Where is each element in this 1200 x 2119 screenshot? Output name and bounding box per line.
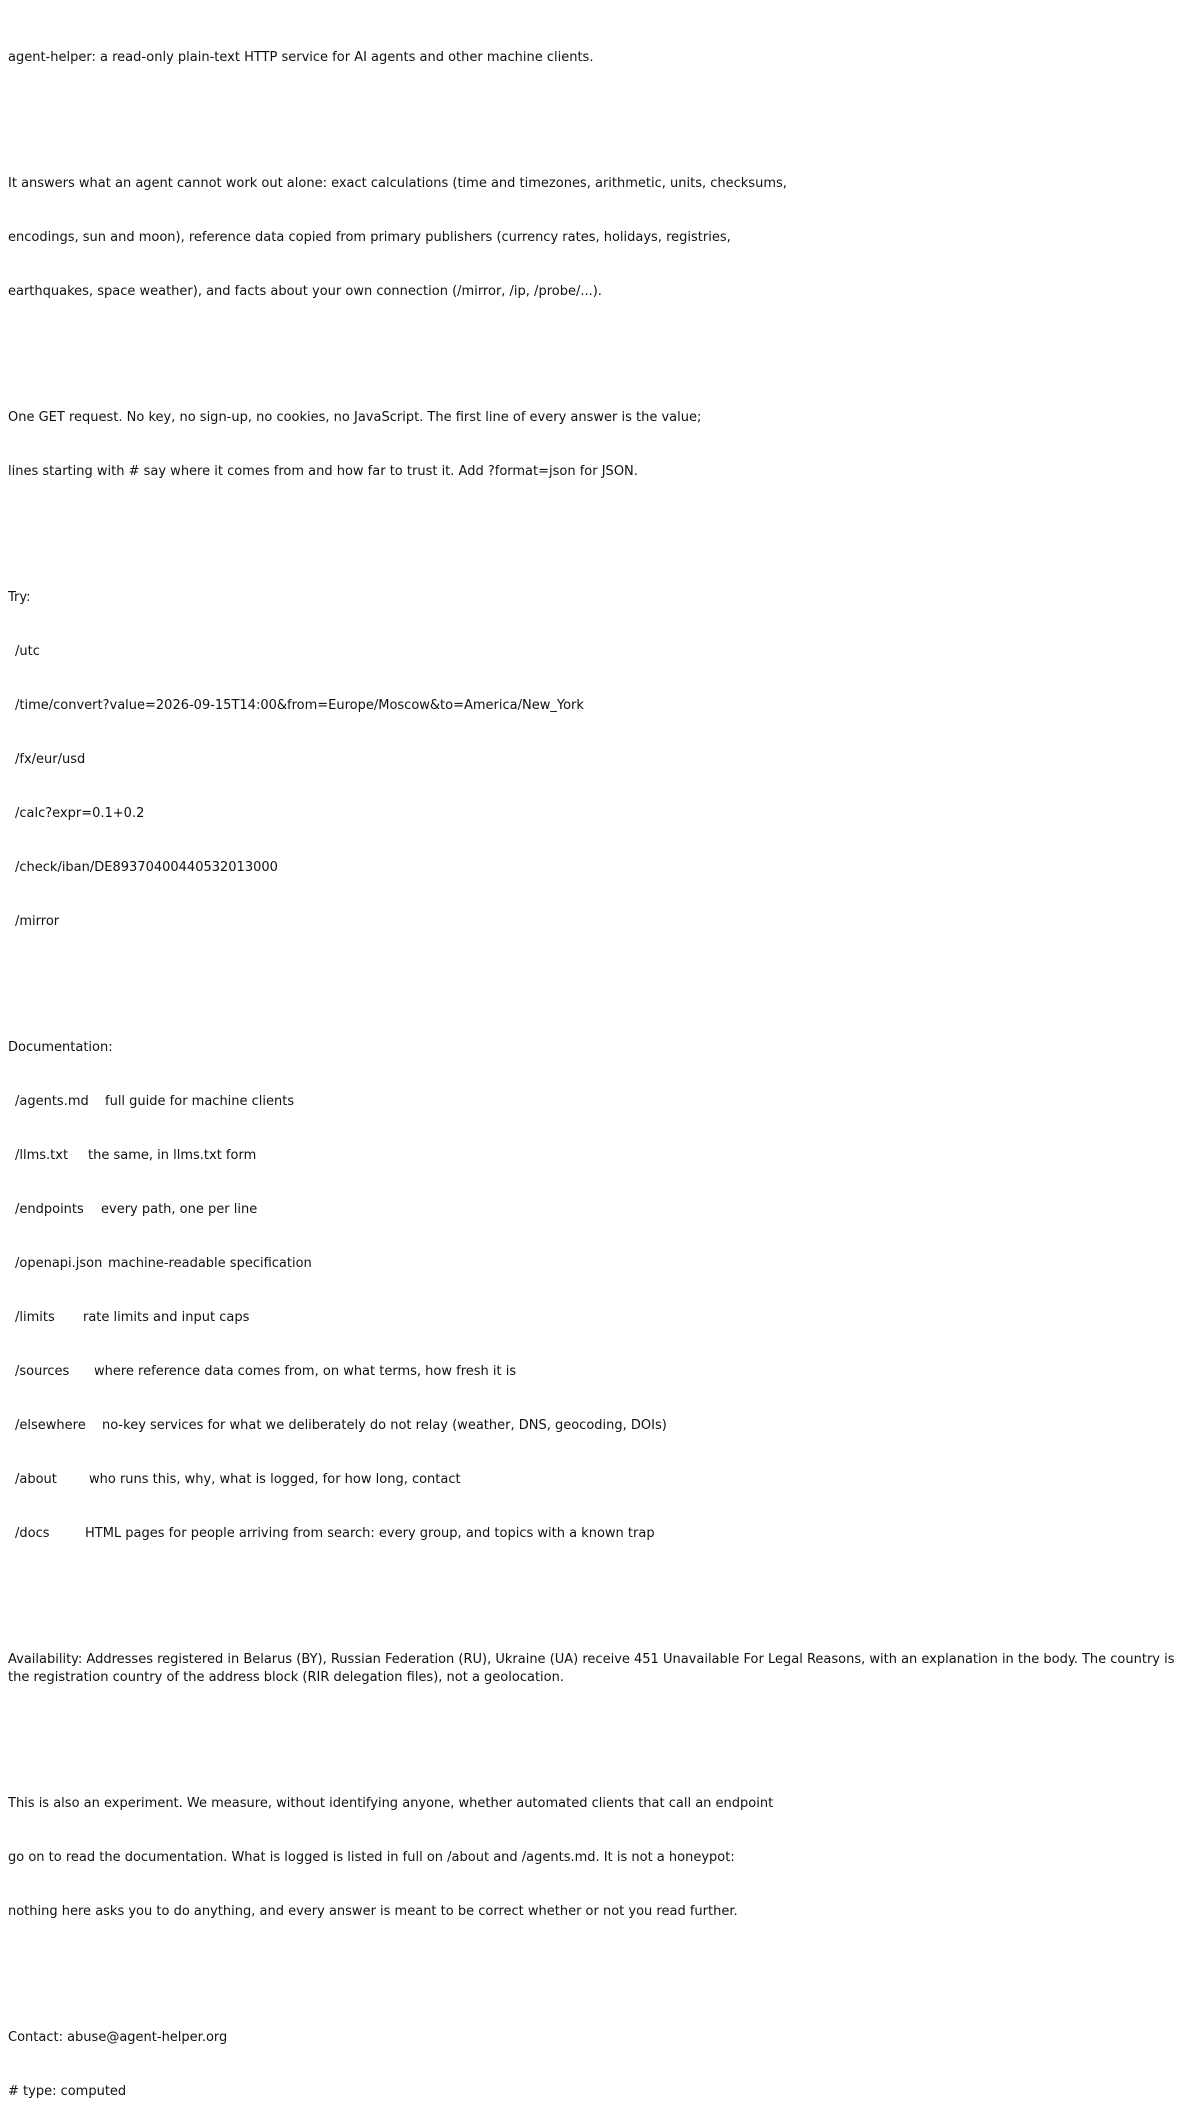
documentation-entry xyxy=(8,1093,1192,1111)
blank-line xyxy=(8,1957,1192,1975)
documentation-description: HTML pages for people arriving from search: every group, and topics with a known trap xyxy=(85,1526,655,1541)
documentation-description: machine-readable specification xyxy=(108,1256,312,1271)
documentation-path: /llms.txt xyxy=(15,1148,69,1163)
documentation-path: /limits xyxy=(15,1310,55,1325)
blank-line xyxy=(8,1723,1192,1741)
documentation-entry xyxy=(8,1471,1192,1489)
try-example-path: /mirror xyxy=(15,914,60,929)
experiment-line: This is also an experiment. We measure, without identifying anyone, whether automated clients that call an endpoint xyxy=(8,1796,774,1811)
documentation-entry xyxy=(8,1255,1192,1273)
documentation-path: /about xyxy=(15,1472,57,1487)
description-line: encodings, sun and moon), reference data copied from primary publishers (currency rates, holidays, registries, xyxy=(8,230,731,245)
usage-line: lines starting with # say where it comes from and how far to trust it. Add ?format=json for JSON. xyxy=(8,464,638,479)
documentation-path: /openapi.json xyxy=(15,1256,103,1271)
documentation-entry xyxy=(8,1309,1192,1327)
availability-notice: Availability: Addresses registered in Belarus (BY), Russian Federation (RU), Ukraine (UA) receive 451 Unavailable For Legal Reasons, with an explanation in the body. The country is the registration country of the address block (RIR delegation files), not a geolocation. xyxy=(8,1652,1179,1685)
documentation-path: /sources xyxy=(15,1364,70,1379)
usage-line: One GET request. No key, no sign-up, no cookies, no JavaScript. The first line of every answer is the value; xyxy=(8,410,702,425)
documentation-entry xyxy=(8,1525,1192,1543)
documentation-description: the same, in llms.txt form xyxy=(88,1148,257,1163)
intro-line: agent-helper: a read-only plain-text HTTP service for AI agents and other machine clients. xyxy=(8,50,594,65)
documentation-path: /agents.md xyxy=(15,1094,89,1109)
blank-line xyxy=(8,103,1192,121)
experiment-line: go on to read the documentation. What is logged is listed in full on /about and /agents.md. It is not a honeypot: xyxy=(8,1850,735,1865)
documentation-description: full guide for machine clients xyxy=(105,1094,295,1109)
try-example-path: /utc xyxy=(15,644,40,659)
documentation-heading: Documentation: xyxy=(8,1040,113,1055)
type-comment-line: # type: computed xyxy=(8,2084,127,2099)
try-example-path: /calc?expr=0.1+0.2 xyxy=(15,806,145,821)
documentation-path: /elsewhere xyxy=(15,1418,86,1433)
documentation-description: rate limits and input caps xyxy=(83,1310,250,1325)
description-line: earthquakes, space weather), and facts about your own connection (/mirror, /ip, /probe/...). xyxy=(8,284,602,299)
documentation-description: who runs this, why, what is logged, for how long, contact xyxy=(89,1472,461,1487)
blank-line xyxy=(8,1579,1192,1597)
documentation-entry xyxy=(8,1201,1192,1219)
documentation-path: /endpoints xyxy=(15,1202,84,1217)
try-example-path: /time/convert?value=2026-09-15T14:00&from=Europe/Moscow&to=America/New_York xyxy=(15,698,584,713)
documentation-path: /docs xyxy=(15,1526,50,1541)
description-line: It answers what an agent cannot work out alone: exact calculations (time and timezones, arithmetic, units, checksums, xyxy=(8,176,787,191)
try-example-path: /fx/eur/usd xyxy=(15,752,86,767)
blank-line xyxy=(8,517,1192,535)
blank-line xyxy=(8,967,1192,985)
try-heading: Try: xyxy=(8,590,31,605)
documentation-entry xyxy=(8,1363,1192,1381)
documentation-entry xyxy=(8,1417,1192,1435)
documentation-description: no-key services for what we deliberately do not relay (weather, DNS, geocoding, DOIs) xyxy=(102,1418,667,1433)
documentation-description: where reference data comes from, on what terms, how fresh it is xyxy=(94,1364,517,1379)
experiment-line: nothing here asks you to do anything, and every answer is meant to be correct whether or not you read further. xyxy=(8,1904,738,1919)
documentation-description: every path, one per line xyxy=(101,1202,258,1217)
try-example-path: /check/iban/DE89370400440532013000 xyxy=(15,860,278,875)
blank-line xyxy=(8,337,1192,355)
documentation-entry xyxy=(8,1147,1192,1165)
contact-line: Contact: abuse@agent-helper.org xyxy=(8,2030,228,2045)
